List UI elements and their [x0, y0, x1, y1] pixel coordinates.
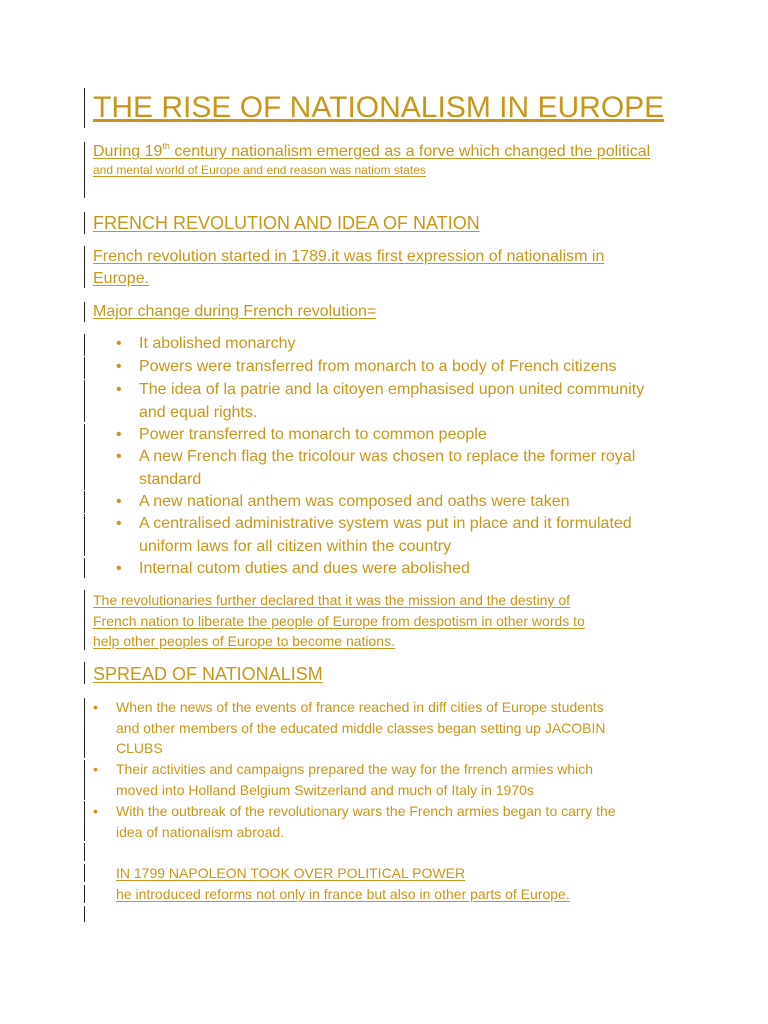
- bullet-icon: •: [116, 335, 122, 352]
- list-item-text: standard: [139, 470, 202, 488]
- margin-bar: [84, 864, 85, 882]
- list-item-text: Internal cutom duties and dues were abolished: [139, 560, 470, 577]
- list-item-text: idea of nationalism abroad.: [116, 823, 285, 840]
- bullet-icon: •: [93, 761, 98, 777]
- list-item-text: A new French flag the tricolour was chosen to replace the former royal: [139, 448, 636, 465]
- margin-bar: [84, 357, 85, 379]
- intro-paragraph-line-1: [93, 142, 678, 162]
- bullet-icon: •: [116, 515, 122, 532]
- intro-text-pre: During 19: [93, 143, 163, 160]
- list-item-text: uniform laws for all citizen within the country: [139, 537, 452, 555]
- bullet-icon: •: [116, 493, 122, 510]
- intro-superscript: th: [162, 141, 170, 151]
- list-item-text: A new national anthem was composed and oaths were taken: [139, 493, 570, 510]
- margin-bar: [84, 885, 85, 903]
- list-item-text: moved into Holland Belgium Switzerland and much of Italy in 1970s: [116, 781, 534, 798]
- margin-bar: [84, 698, 85, 758]
- napoleon-line-1: IN 1799 NAPOLEON TOOK OVER POLITICAL POWER: [116, 865, 466, 881]
- margin-bar: [84, 302, 85, 322]
- list-item-text: Their activities and campaigns prepared the way for the frrench armies which: [116, 761, 593, 777]
- list-item-text: Power transferred to monarch to common people: [139, 426, 487, 443]
- list-item-text: A centralised administrative system was put in place and it formulated: [139, 515, 632, 532]
- section-heading-french-revolution: FRENCH REVOLUTION AND IDEA OF NATION: [93, 213, 480, 233]
- napoleon-line-2: he introduced reforms not only in france but also in other parts of Europe.: [116, 886, 570, 902]
- bullet-icon: •: [116, 560, 122, 577]
- french-revolution-para-line-2: Europe.: [93, 270, 150, 287]
- margin-bar: [84, 334, 85, 356]
- margin-bar: [84, 88, 85, 128]
- margin-bar: [84, 246, 85, 288]
- closing-para-line-2: French nation to liberate the people of Europe from despotism in other words to: [93, 612, 585, 629]
- closing-para-line-3: help other peoples of Europe to become nations.: [93, 633, 395, 649]
- bullet-icon: •: [116, 358, 122, 375]
- bullet-icon: •: [93, 803, 98, 819]
- intro-text-post: century nationalism emerged as a forve which changed the political: [169, 143, 651, 160]
- list-item-text: Powers were transferred from monarch to a body of French citizens: [139, 358, 617, 375]
- margin-bar: [84, 491, 85, 513]
- section-heading-spread-of-nationalism: SPREAD OF NATIONALISM: [93, 664, 323, 684]
- bullet-icon: •: [93, 699, 98, 715]
- list-item-text: It abolished monarchy: [139, 335, 296, 352]
- margin-bar: [84, 558, 85, 578]
- margin-bar: [84, 760, 85, 800]
- major-change-label: Major change during French revolution=: [93, 303, 377, 320]
- list-item-text: When the news of the events of france reached in diff cities of Europe students: [116, 699, 604, 715]
- list-item-text: and other members of the educated middle classes began setting up JACOBIN: [116, 719, 606, 736]
- list-item-text: The idea of la patrie and la citoyen emphasised upon united community: [139, 381, 645, 398]
- margin-bar: [84, 446, 85, 490]
- margin-bar: [84, 212, 85, 234]
- list-item-text: CLUBS: [116, 740, 163, 756]
- french-revolution-para-line-1: French revolution started in 1789.it was first expression of nationalism in: [93, 248, 605, 265]
- margin-bar: [84, 380, 85, 422]
- bullet-icon: •: [116, 381, 122, 398]
- margin-bar: [84, 142, 85, 198]
- bullet-icon: •: [116, 426, 122, 443]
- closing-para-line-1: The revolutionaries further declared that it was the mission and the destiny of: [93, 592, 571, 608]
- margin-bar: [84, 843, 85, 861]
- margin-bar: [84, 424, 85, 446]
- list-item-text: With the outbreak of the revolutionary wars the French armies began to carry the: [116, 803, 616, 819]
- bullet-icon: •: [116, 448, 122, 465]
- intro-paragraph-line-2: and mental world of Europe and end reason was natiom states: [93, 163, 426, 177]
- margin-bar: [84, 514, 85, 556]
- margin-bar: [84, 801, 85, 841]
- page-title: THE RISE OF NATIONALISM IN EUROPE: [93, 91, 665, 124]
- margin-bar: [84, 662, 85, 684]
- list-item-text: and equal rights.: [139, 403, 258, 421]
- margin-bar: [84, 906, 85, 922]
- margin-bar: [84, 590, 85, 650]
